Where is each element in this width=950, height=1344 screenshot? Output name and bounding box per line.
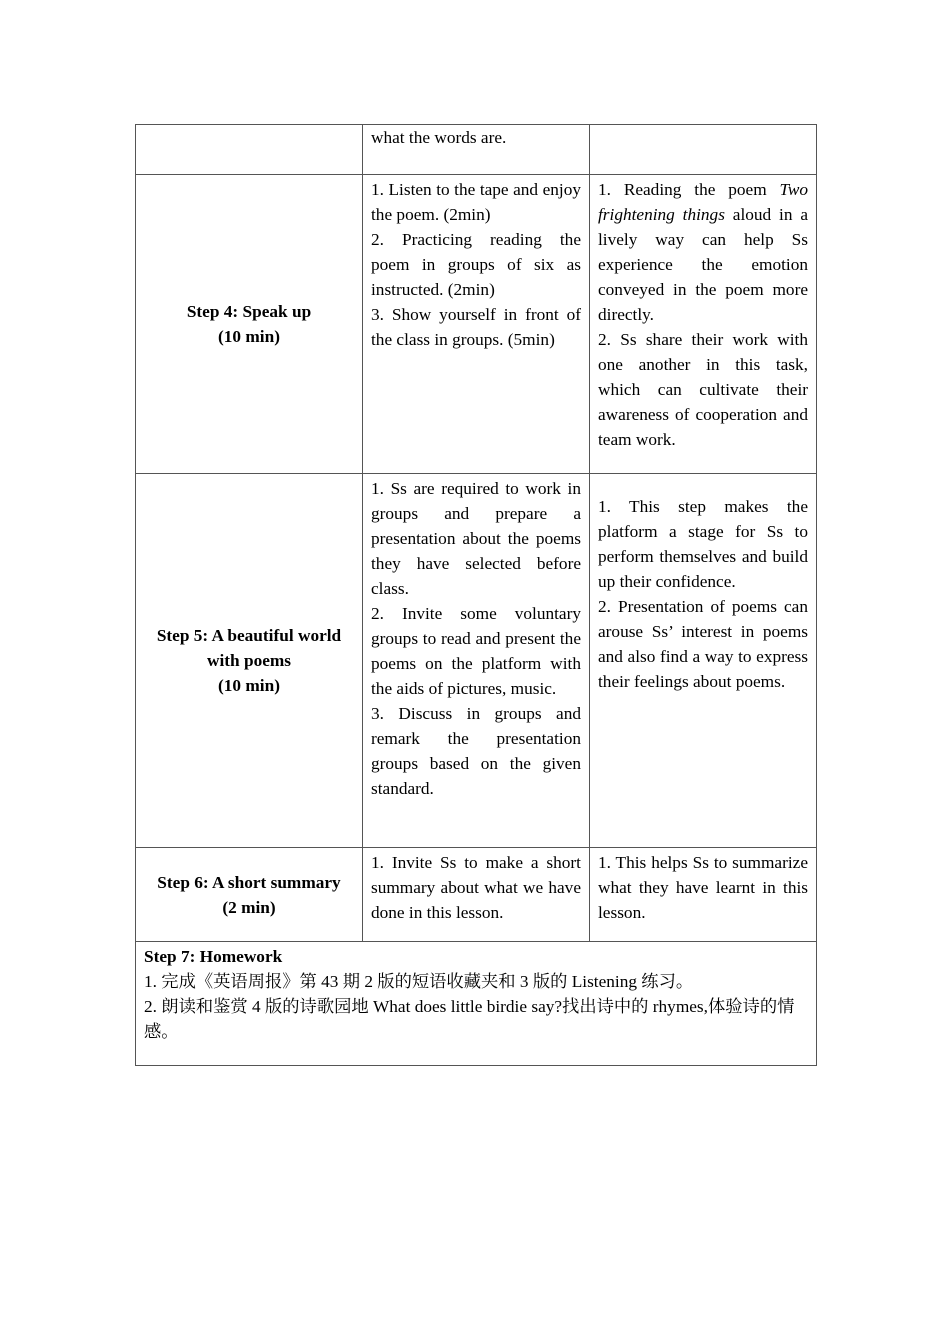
- homework-item: 2. 朗读和鉴赏 4 版的诗歌园地 What does little birdie say?找出诗中的 rhymes,体验诗的情感。: [144, 997, 795, 1041]
- purpose-item: 1. This helps Ss to summarize what they have learnt in this lesson.: [598, 853, 808, 922]
- step-title: Step 5: A beautiful world: [156, 626, 342, 645]
- step-title: with poems: [206, 651, 291, 670]
- activity-cell: [363, 474, 590, 848]
- activity-item: 2. Practicing reading the poem in groups of six as instructed. (2min): [371, 230, 581, 299]
- poem-title: Two frightening things: [598, 180, 808, 224]
- purpose-cell: [590, 125, 817, 175]
- activity-item: 3. Show yourself in front of the class in groups. (5min): [371, 305, 581, 349]
- table-row: [136, 474, 817, 848]
- step-title: Step 4: Speak up: [186, 302, 312, 321]
- activity-cell: [363, 125, 590, 175]
- purpose-cell: [590, 175, 817, 474]
- activity-cell: [363, 848, 590, 942]
- table-row: [136, 175, 817, 474]
- step-title: Step 6: A short summary: [157, 872, 341, 892]
- homework-cell: [136, 942, 817, 1066]
- table-row: [136, 125, 817, 175]
- purpose-item: 2. Presentation of poems can arouse Ss’ interest in poems and also find a way to express their feelings about poems.: [598, 597, 808, 691]
- lesson-plan-table: [135, 124, 817, 1066]
- activity-item: 1. Listen to the tape and enjoy the poem. (2min): [371, 180, 581, 224]
- activity-cell: [363, 175, 590, 474]
- activity-item: 1. Ss are required to work in groups and prepare a presentation about the poems they have selected before class.: [371, 479, 581, 598]
- purpose-cell: [590, 474, 817, 848]
- activity-item: 3. Discuss in groups and remark the presentation groups based on the given standard.: [371, 704, 581, 798]
- purpose-text: 1. Reading the poem: [598, 180, 780, 199]
- step-time: (10 min): [218, 327, 280, 346]
- step-cell: [136, 474, 363, 848]
- step-cell: [136, 125, 363, 175]
- activity-text: what the words are.: [371, 128, 507, 147]
- purpose-cell: [590, 848, 817, 942]
- table-row: [136, 942, 817, 1066]
- purpose-item: 2. Ss share their work with one another in this task, which can cultivate their awareness of cooperation and team work.: [598, 330, 808, 449]
- step-cell: [136, 848, 363, 942]
- purpose-item: [598, 177, 808, 327]
- purpose-item: 1. This step makes the platform a stage for Ss to perform themselves and build up their confidence.: [598, 497, 808, 591]
- purpose-text: aloud in a lively way can help Ss experience the emotion conveyed in the poem more directly.: [598, 205, 809, 324]
- table-row: [136, 848, 817, 942]
- activity-item: 1. Invite Ss to make a short summary about what we have done in this lesson.: [371, 853, 581, 922]
- activity-item: 2. Invite some voluntary groups to read and present the poems on the platform with the aids of pictures, music.: [371, 604, 581, 698]
- step-cell: [136, 175, 363, 474]
- step-time: (2 min): [222, 897, 276, 917]
- homework-item: 1. 完成《英语周报》第 43 期 2 版的短语收藏夹和 3 版的 Listening 练习。: [144, 972, 694, 991]
- step-time: (10 min): [218, 676, 280, 695]
- homework-title: Step 7: Homework: [144, 947, 283, 966]
